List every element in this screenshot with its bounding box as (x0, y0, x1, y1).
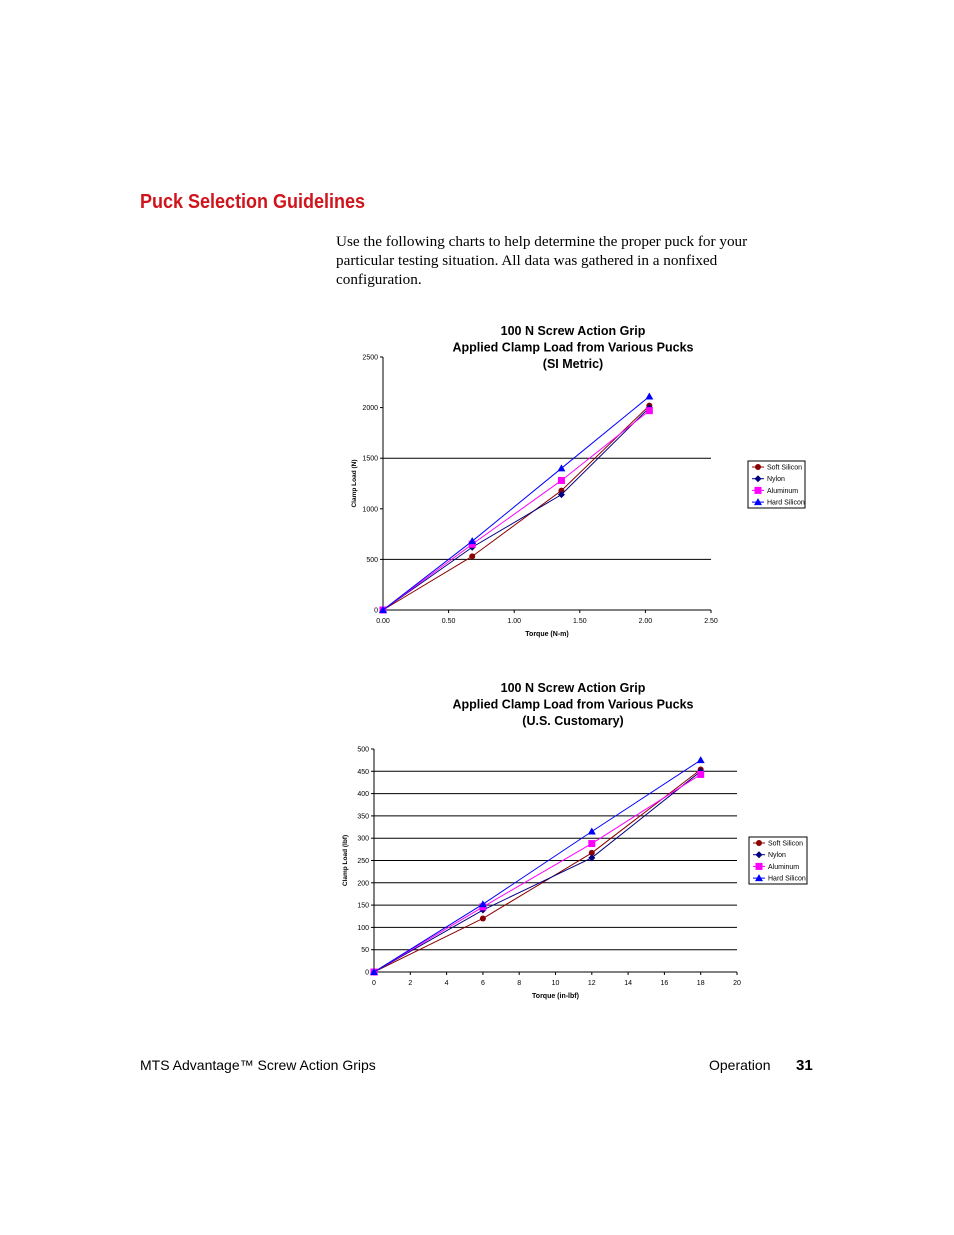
chart1-x-tick-label-4: 2.00 (638, 618, 653, 625)
chart2-y-tick-label-5: 250 (357, 858, 369, 865)
chart1-x-tick-label-2: 1.00 (507, 618, 522, 625)
chart2-series-3-point-4 (697, 771, 704, 778)
chart1-x-axis-label: Torque (N-m) (525, 631, 569, 638)
chart2-y-tick-label-1: 50 (361, 947, 369, 955)
chart2-x-tick-label-1: 2 (408, 980, 413, 987)
chart2-legend-marker-3 (756, 863, 763, 870)
footer-title: MTS Advantage™ Screw Action Grips (140, 1057, 376, 1073)
chart2-x-tick-label-4: 8 (517, 980, 522, 987)
chart1-x-tick-label-0: 0.00 (376, 618, 390, 625)
chart1-y-tick-label-0: 0 (374, 607, 378, 615)
chart2-legend-label-1: Soft Silicon (768, 840, 804, 848)
chart1-series-3-point-4 (646, 407, 653, 414)
chart2-x-tick-label-3: 6 (480, 980, 485, 987)
chart1-x-tick-label-1: 0.50 (441, 618, 456, 625)
chart2-y-tick-label-7: 350 (357, 813, 369, 821)
chart2-y-tick-label-10: 500 (357, 746, 369, 754)
chart1-x-tick-label-3: 1.50 (572, 618, 587, 625)
chart2-x-tick-label-10: 20 (733, 980, 741, 987)
chart1-series-1-point-2 (469, 553, 475, 559)
intro-paragraph: Use the following charts to help determine the proper puck for your particular testing situation. All data was gathered in a nonfixed configuration. (336, 233, 748, 288)
chart1-title-line-3: (SI Metric) (542, 357, 604, 371)
chart-us-customary (0, 672, 954, 1007)
chart2-y-tick-label-2: 100 (357, 924, 369, 932)
chart1-legend-marker-1 (755, 464, 761, 470)
chart1-title-line-2: Applied Clamp Load from Various Pucks (452, 340, 694, 355)
chart1-y-tick-label-4: 2000 (362, 405, 378, 413)
chart2-y-tick-label-0: 0 (365, 969, 369, 977)
chart1-legend-label-2: Nylon (767, 476, 785, 484)
chart1-legend-label-1: Soft Silicon (767, 464, 803, 472)
chart1-series-4-point-2 (468, 537, 476, 544)
chart2-x-tick-label-7: 14 (624, 980, 632, 987)
chart1-legend-label-4: Hard Silicon (767, 499, 805, 507)
chart1-series-4-point-4 (645, 392, 653, 399)
chart2-y-axis-label: Clamp Load (lbf) (342, 834, 349, 887)
chart2-legend-label-4: Hard Silicon (768, 875, 806, 883)
chart2-series-line-4 (374, 760, 701, 972)
chart1-legend-marker-3 (755, 487, 762, 494)
chart2-series-4-point-3 (588, 828, 596, 835)
chart2-x-tick-label-9: 18 (696, 980, 705, 987)
chart2-x-tick-label-8: 16 (660, 980, 669, 987)
chart2-y-tick-label-6: 300 (357, 835, 369, 843)
chart2-series-4-point-4 (697, 756, 705, 763)
chart1-y-tick-label-2: 1000 (362, 506, 378, 514)
chart2-x-tick-label-6: 12 (587, 980, 596, 987)
chart2-title-line-1: 100 N Screw Action Grip (500, 681, 646, 695)
chart2-series-line-3 (374, 774, 701, 972)
chart2-title-line-3: (U.S. Customary) (522, 714, 624, 728)
chart1-series-4-point-3 (557, 464, 565, 471)
chart2-x-tick-label-2: 4 (444, 980, 449, 987)
chart2-y-tick-label-4: 200 (357, 880, 369, 888)
section-heading: Puck Selection Guidelines (140, 191, 366, 213)
chart1-title-line-1: 100 N Screw Action Grip (500, 324, 646, 338)
chart1-x-tick-label-5: 2.50 (704, 618, 718, 625)
chart1-series-line-4 (383, 396, 649, 610)
chart1-y-tick-label-3: 1500 (362, 455, 378, 463)
chart-si-metric (0, 315, 954, 650)
chart2-x-tick-label-0: 0 (372, 980, 376, 987)
chart1-series-3-point-3 (558, 477, 565, 484)
chart2-legend-label-2: Nylon (768, 852, 786, 860)
chart2-series-3-point-3 (588, 840, 595, 847)
chart1-y-tick-label-1: 500 (366, 556, 378, 564)
chart2-y-tick-label-9: 450 (357, 768, 369, 776)
chart2-x-tick-label-5: 10 (551, 980, 560, 987)
chart2-y-tick-label-8: 400 (357, 791, 369, 799)
chart2-legend-marker-1 (756, 840, 762, 846)
chart2-series-1-point-2 (480, 915, 486, 921)
chart2-title-line-2: Applied Clamp Load from Various Pucks (452, 697, 694, 712)
chart1-y-tick-label-5: 2500 (362, 354, 378, 362)
chart2-legend-label-3: Aluminum (768, 863, 800, 871)
chart1-series-line-3 (383, 411, 649, 610)
chart1-legend-label-3: Aluminum (767, 487, 799, 495)
footer-section: Operation (709, 1057, 771, 1073)
chart1-y-axis-label: Clamp Load (N) (351, 459, 358, 508)
page-number: 31 (796, 1057, 813, 1074)
chart2-y-tick-label-3: 150 (357, 902, 369, 910)
chart2-x-axis-label: Torque (in-lbf) (532, 993, 579, 1000)
